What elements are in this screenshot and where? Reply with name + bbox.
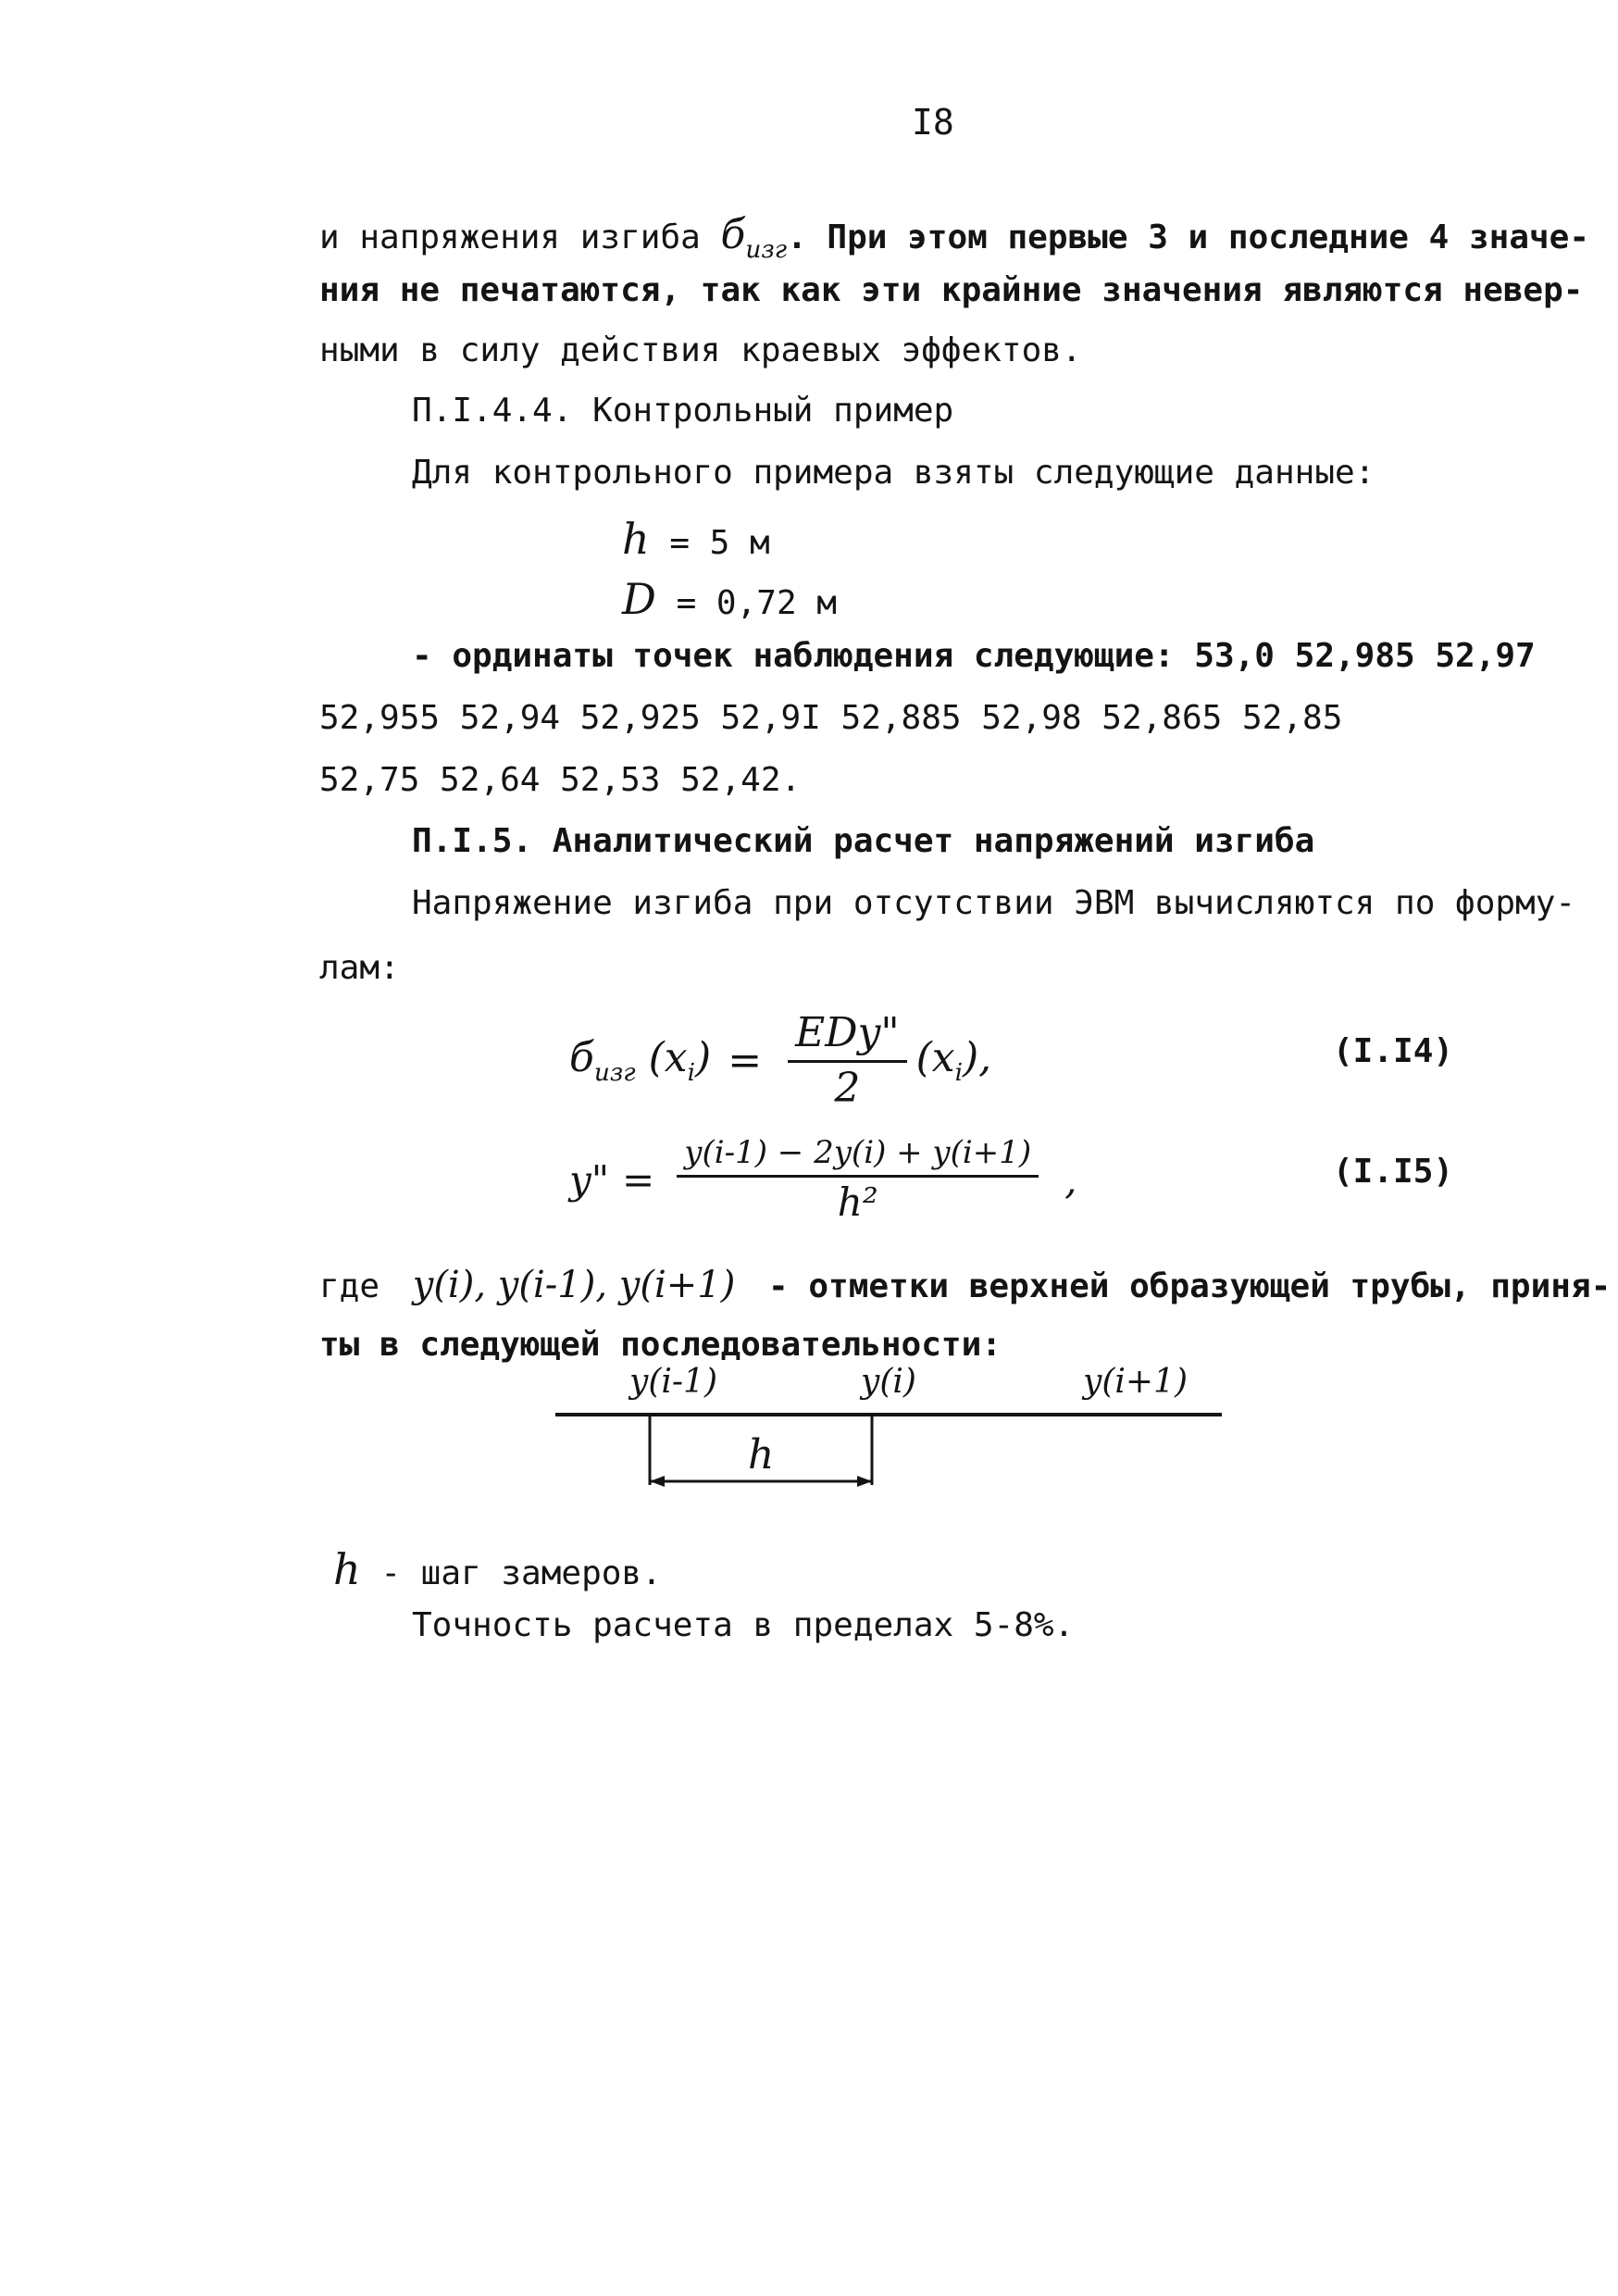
equation-number: (I.I5) (1333, 1153, 1454, 1191)
where-text: - отметки верхней образующей трубы, приня- (768, 1267, 1612, 1305)
arg: (x (648, 1034, 688, 1082)
label-y-i-plus-1: y(i+1) (1083, 1363, 1189, 1401)
y-symbols: y(i), y(i-1), y(i+1) (412, 1264, 736, 1306)
sigma-letter: б (720, 211, 746, 258)
paragraph-line: ными в силу действия краевых эффектов. (319, 331, 1082, 369)
arg-close: ), (963, 1034, 992, 1082)
label-y-i: y(i) (861, 1363, 916, 1401)
where-line-2: ты в следующей последовательности: (319, 1326, 1002, 1364)
param-value: = 0,72 м (676, 584, 837, 622)
sigma-symbol (720, 211, 788, 264)
text-run: и напряжения изгиба (319, 218, 721, 256)
ordinates-line: 52,75 52,64 52,53 52,42. (319, 761, 802, 799)
paragraph-line (319, 211, 1589, 264)
page-number: I8 (912, 102, 954, 143)
sigma-subscript: изг (593, 1057, 636, 1087)
equals-sign: = (622, 1156, 655, 1203)
arrow-left-icon (650, 1476, 665, 1487)
equals-sign: = (728, 1037, 763, 1084)
param-h (622, 514, 770, 564)
paragraph-line: ния не печатаются, так как эти крайние значения являются невер- (319, 271, 1584, 309)
arg-close: ) (695, 1034, 712, 1082)
h-symbol: h (333, 1544, 361, 1594)
param-value: = 5 м (669, 524, 770, 562)
d-symbol: D (622, 574, 656, 624)
sigma-subscript: изг (745, 234, 788, 264)
numerator: EDy" (788, 1009, 907, 1063)
arg: (x (915, 1034, 955, 1082)
paragraph-line: Напряжение изгиба при отсутствии ЭВМ вычисляются по форму- (412, 884, 1576, 922)
example-intro: Для контрольного примера взяты следующие данные: (412, 454, 1375, 492)
where-prefix: где (319, 1267, 380, 1305)
arg-subscript: i (687, 1057, 696, 1087)
where-line (319, 1264, 1611, 1306)
formula-lhs (569, 1034, 711, 1087)
numerator: y(i-1) − 2y(i) + y(i+1) (677, 1134, 1039, 1178)
sigma-letter: б (569, 1034, 594, 1082)
denominator: h² (837, 1179, 878, 1225)
fraction (788, 1009, 907, 1112)
formula-lhs: y" (569, 1156, 610, 1203)
sequence-diagram (546, 1363, 1250, 1509)
ordinates-line: - ординаты точек наблюдения следующие: 53,0 52,985 52,97 (412, 637, 1536, 675)
label-h: h (748, 1431, 775, 1479)
formula-i14 (569, 1009, 991, 1112)
fraction (677, 1134, 1039, 1225)
h-definition (333, 1544, 662, 1594)
section-heading: П.I.4.4. Контрольный пример (412, 392, 954, 430)
trailing-comma: , (1064, 1156, 1077, 1203)
param-d (622, 574, 837, 624)
denominator: 2 (834, 1065, 861, 1112)
h-definition-text: - шаг замеров. (380, 1554, 662, 1592)
equation-number: (I.I4) (1333, 1032, 1454, 1070)
paragraph-line: лам: (319, 949, 400, 987)
arrow-right-icon (857, 1476, 872, 1487)
h-symbol: h (622, 514, 650, 564)
arg-subscript: i (954, 1057, 964, 1087)
ordinates-line: 52,955 52,94 52,925 52,9I 52,885 52,98 52,865 52,85 (319, 699, 1343, 737)
formula-rhs-arg (916, 1034, 992, 1087)
label-y-i-minus-1: y(i-1) (629, 1363, 718, 1401)
section-heading: П.I.5. Аналитический расчет напряжений изгиба (412, 822, 1315, 860)
accuracy-line: Точность расчета в пределах 5-8%. (412, 1606, 1075, 1644)
text-run: . При этом первые 3 и последние 4 значе- (787, 218, 1590, 256)
formula-i15 (569, 1134, 1077, 1225)
